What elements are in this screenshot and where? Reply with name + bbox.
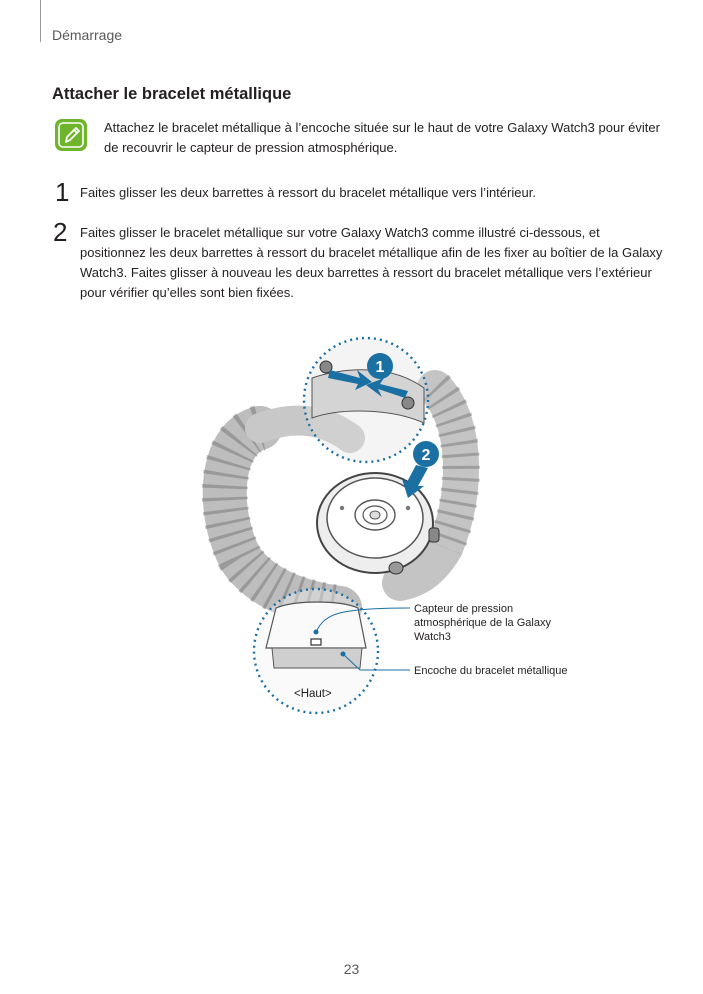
page-number: 23 xyxy=(343,961,360,977)
sensor-callout: Capteur de pression atmosphérique de la Galaxy Watch3 xyxy=(414,603,551,643)
notch-callout: Encoche du bracelet métallique xyxy=(414,665,568,677)
top-label: <Haut> xyxy=(294,688,332,700)
step-number: 2 xyxy=(53,217,68,247)
step-text: Faites glisser le bracelet métallique sur votre Galaxy Watch3 comme illustré ci-dessous, et positionnez les deux barrettes à ressort du bracelet métallique afin de les fixer au boîtier de la Galaxy Watch3. Faites glisser à nouveau les deux barrettes à ressort du bracelet métallique vers l’extérieur pour vérifier qu’elles sont bien fixées. xyxy=(80,225,663,300)
note-text: Attachez le bracelet métallique à l’encoche située sur le haut de votre Galaxy Watch3 pour éviter de recouvrir le capteur de pression atmosphérique. xyxy=(104,120,660,155)
pencil-note-icon xyxy=(54,118,88,152)
watch-strap-illustration xyxy=(200,318,510,718)
header-rule xyxy=(40,0,41,42)
step-text: Faites glisser les deux barrettes à ressort du bracelet métallique vers l’intérieur. xyxy=(80,185,536,200)
section-header: Démarrage xyxy=(52,27,123,43)
badge-number: 1 xyxy=(375,359,385,376)
page-title: Attacher le bracelet métallique xyxy=(52,85,292,103)
badge-number: 2 xyxy=(421,447,431,464)
step-number: 1 xyxy=(55,177,70,207)
